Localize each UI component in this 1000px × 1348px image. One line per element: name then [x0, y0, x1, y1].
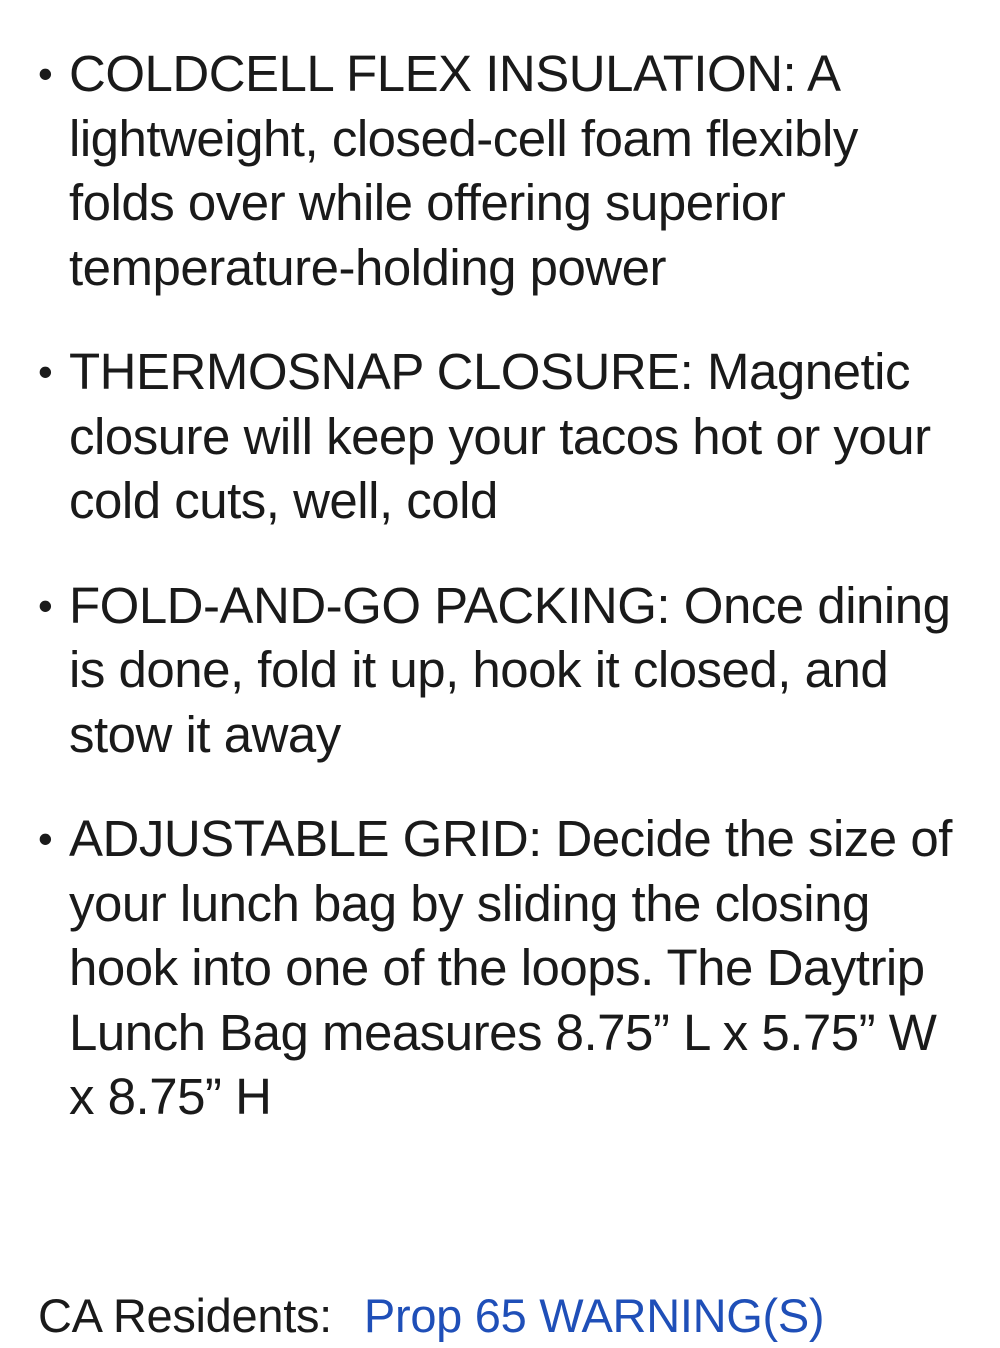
feature-item-coldcell — [0, 42, 1000, 300]
bullet-icon: • — [38, 581, 53, 629]
prop65-warning-link[interactable]: Prop 65 WARNING(S) — [363, 1289, 825, 1342]
feature-text: THERMOSNAP CLOSURE: Magnetic closure will keep your tacos hot or your cold cuts, well, cold — [69, 343, 931, 529]
bullet-icon: • — [38, 50, 53, 97]
feature-text: ADJUSTABLE GRID: Decide the size of your lunch bag by sliding the closing hook into one of the loops. The Daytrip Lunch Bag measures 8.75” L x 5.75” W x 8.75” H — [69, 810, 952, 1125]
ca-residents-notice — [38, 1284, 824, 1348]
bullet-icon: • — [38, 815, 53, 862]
ca-residents-label: CA Residents: — [38, 1289, 332, 1342]
feature-text: COLDCELL FLEX INSULATION: A lightweight, closed-cell foam flexibly folds over while offering superior temperature-holding power — [69, 45, 858, 296]
feature-item-adjustable-grid — [0, 807, 1000, 1130]
feature-item-thermosnap — [0, 340, 1000, 534]
feature-item-fold-and-go — [0, 574, 1000, 768]
bullet-icon: • — [38, 348, 53, 395]
feature-list — [0, 42, 1000, 1170]
feature-text: FOLD-AND-GO PACKING: Once dining is done, fold it up, hook it closed, and stow it away — [69, 576, 951, 763]
